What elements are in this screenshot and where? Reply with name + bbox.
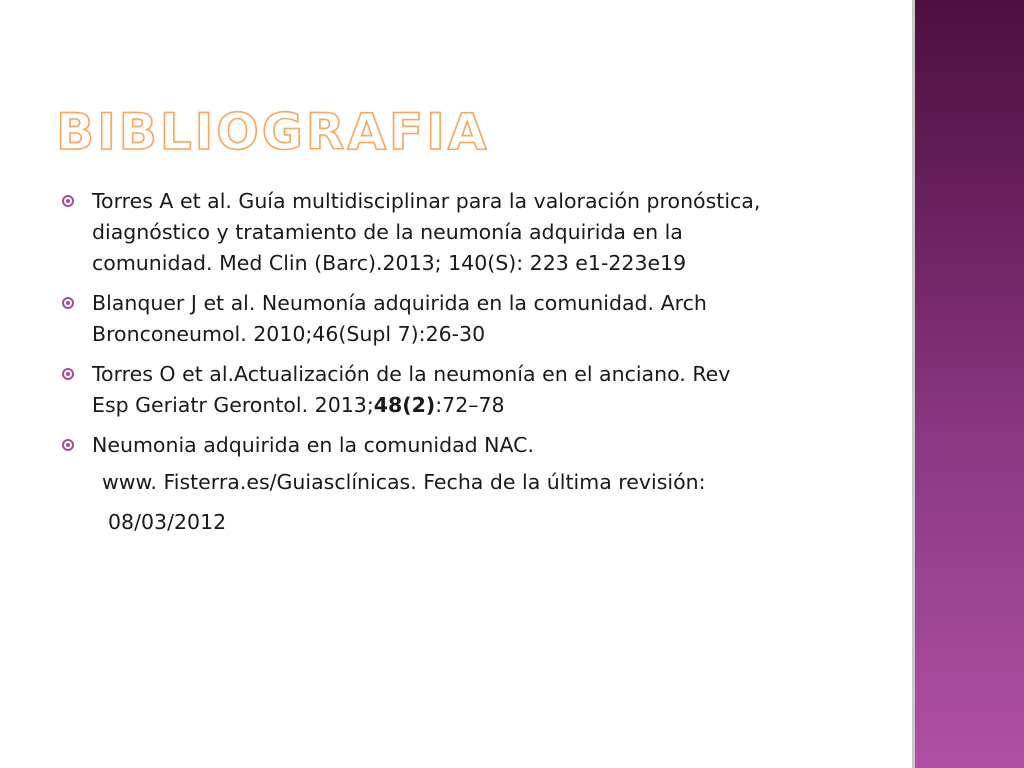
reference-text-line: [92, 390, 862, 421]
reference-citation-text: Esp Geriatr Gerontol. 2013;: [92, 393, 374, 417]
reference-item: [62, 186, 862, 279]
bullet-icon: [62, 439, 74, 451]
reference-volume-issue: 48(2): [373, 393, 436, 417]
reference-text-line: Blanquer J et al. Neumonía adquirida en la comunidad. Arch: [92, 291, 707, 315]
reference-text-line: Torres O et al.Actualización de la neumonía en el anciano. Rev: [92, 362, 731, 386]
reference-text-line: Bronconeumol. 2010;46(Supl 7):26-30: [92, 322, 486, 346]
reference-text-line: comunidad. Med Clin (Barc).2013; 140(S): 223 e1-223e19: [92, 251, 687, 275]
reference-item: [62, 430, 862, 461]
website-reference: www. Fisterra.es/Guiasclínicas. Fecha de la última revisión:: [102, 470, 706, 494]
slide-title: BIBLIOGRAFIA: [56, 103, 490, 161]
reference-text-line: Neumonia adquirida en la comunidad NAC.: [92, 433, 535, 457]
reference-pages: :72–78: [435, 393, 505, 417]
bullet-icon: [62, 195, 74, 207]
decorative-side-band: [912, 0, 1024, 768]
reference-item: [62, 288, 862, 350]
reference-text-line: Torres A et al. Guía multidisciplinar para la valoración pronóstica,: [92, 189, 761, 213]
reference-item: [62, 359, 862, 421]
reference-text-line: diagnóstico y tratamiento de la neumonía adquirida en la: [92, 220, 683, 244]
bullet-icon: [62, 368, 74, 380]
revision-date: 08/03/2012: [108, 510, 227, 534]
bullet-icon: [62, 297, 74, 309]
reference-list: [62, 186, 862, 470]
